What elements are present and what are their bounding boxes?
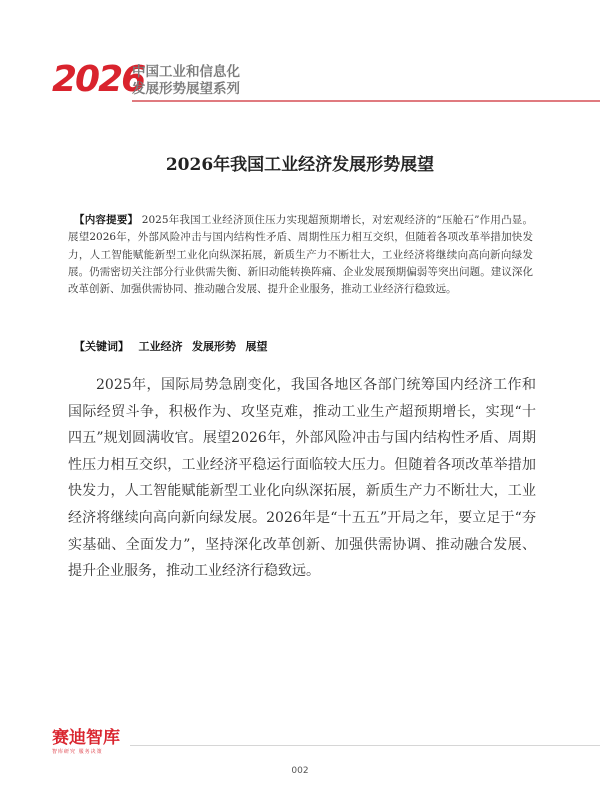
- series-logo: [52, 59, 145, 100]
- page-number: 002: [291, 766, 309, 776]
- abstract-label: 【内容提要】: [74, 214, 139, 226]
- brand-name: 赛迪智库: [52, 728, 120, 748]
- series-title: [132, 64, 240, 98]
- keyword-item: 展望: [245, 340, 268, 353]
- brand-logo: [52, 728, 120, 755]
- abstract: [68, 212, 533, 298]
- document-title: 2026年我国工业经济发展形势展望: [165, 155, 435, 175]
- abstract-text: 2025年我国工业经济顶住压力实现超预期增长，对宏观经济的“压舱石”作用凸显。展望2026年，外部风险冲击与国内结构性矛盾、周期性压力相互交织，但随着各项改革举措加快发力，人工智能赋能新型工业化向纵深拓展，新质生产力不断壮大，工业经济将继续向高向新向绿发展。仍需密切关注部分行业供需失衡、新旧动能转换阵痛、企业发展预期偏弱等突出问题。建议深化改革创新、加强供需协同、推动融合发展、提升企业服务，推动工业经济行稳致远。: [68, 214, 533, 296]
- series-title-line2: 发展形势展望系列: [132, 81, 240, 97]
- keyword-item: 发展形势: [192, 340, 236, 353]
- series-title-line1: 中国工业和信息化: [132, 64, 240, 80]
- logo-year: 2026: [52, 59, 145, 100]
- footer-divider: [130, 745, 600, 746]
- header-divider: [132, 100, 600, 102]
- body-paragraph: 2025年，国际局势急剧变化，我国各地区各部门统筹国内经济工作和国际经贸斗争，积极作为、攻坚克难，推动工业生产超预期增长，实现“十四五”规划圆满收官。展望2026年，外部风险冲击与国内结构性矛盾、周期性压力相互交织，工业经济平稳运行面临较大压力。但随着各项改革举措加快发力，人工智能赋能新型工业化向纵深拓展，新质生产力不断壮大，工业经济将继续向高向新向绿发展。2026年是“十五五”开局之年，要立足于“夯实基础、全面发力”，坚持深化改革创新、加强供需协调、推动融合发展、提升企业服务，推动工业经济行稳致远。: [68, 377, 536, 580]
- keywords: [74, 338, 268, 354]
- brand-tagline: 智库研究 服务决策: [52, 749, 103, 755]
- keyword-item: 工业经济: [138, 340, 183, 353]
- keywords-label: 【关键词】: [74, 340, 129, 353]
